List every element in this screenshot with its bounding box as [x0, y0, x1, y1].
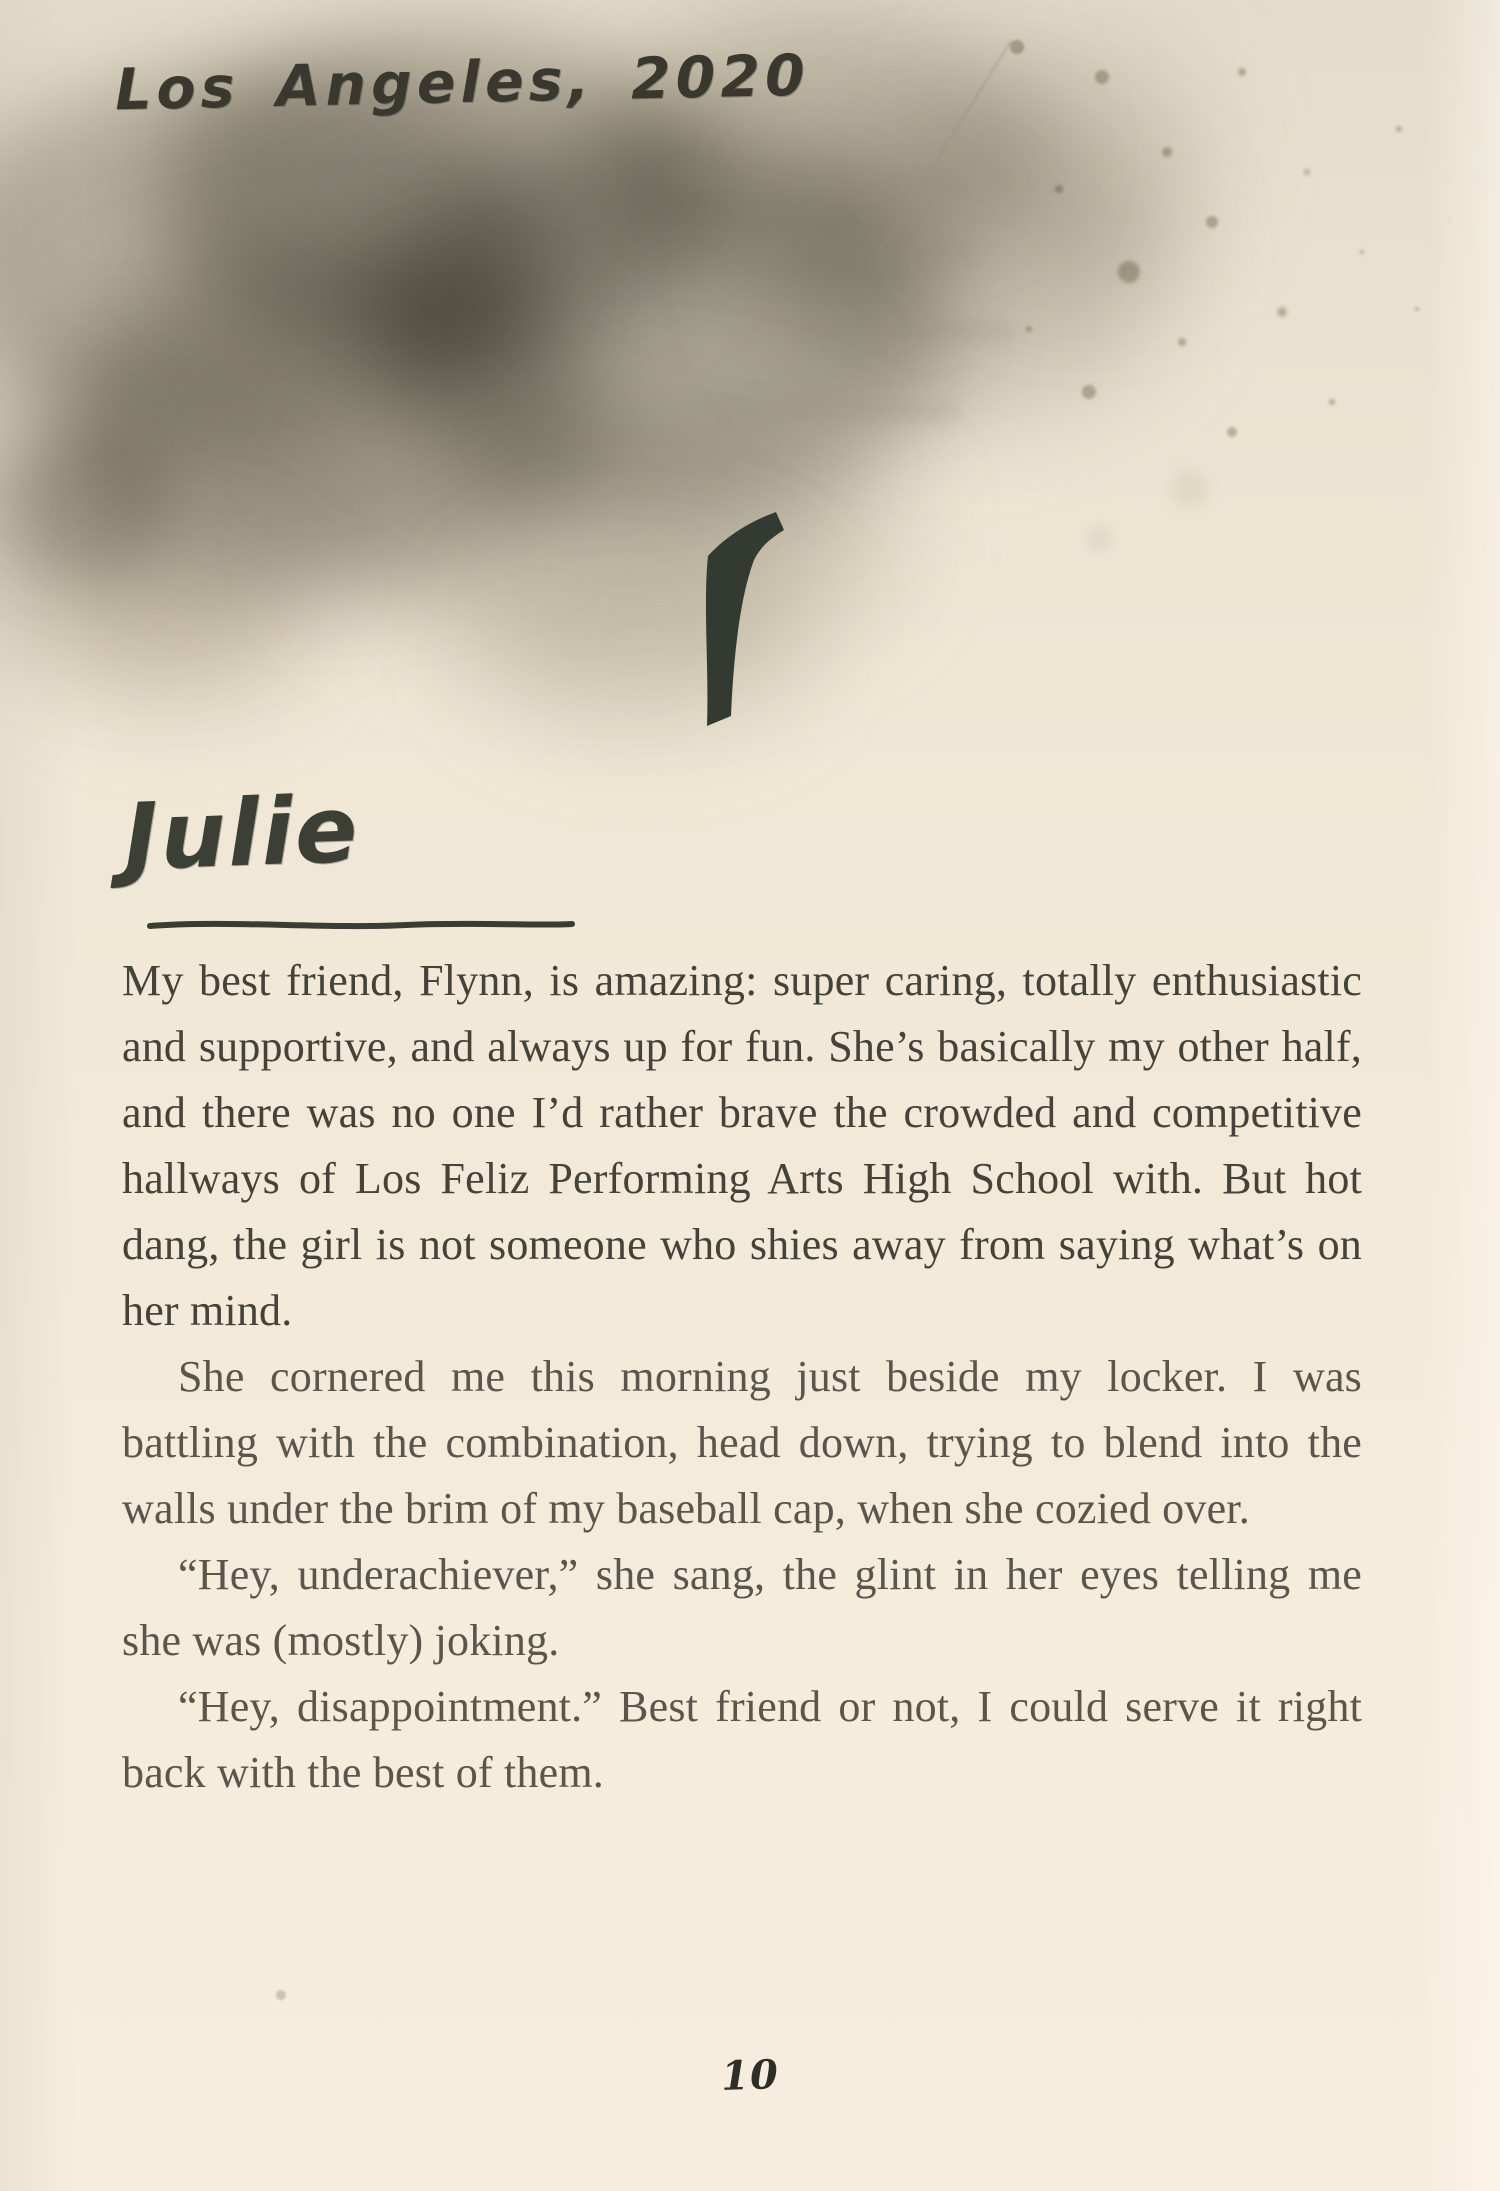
chapter-location-date: Los Angeles, 2020	[114, 42, 811, 124]
ink-spatter	[1010, 40, 1024, 54]
narrator-heading: Julie	[122, 775, 361, 892]
stray-dot	[276, 1990, 286, 2000]
paragraph: She cornered me this morning just beside my locker. I was battling with the combination, head down, trying to blend into the walls under the brim of my baseball cap, when she cozied over.	[122, 1352, 1362, 1533]
show-through-mark	[730, 236, 980, 264]
paragraph: “Hey, underachiever,” she sang, the glint in her eyes telling me she was (mostly) joking.	[122, 1550, 1362, 1665]
show-through-mark	[668, 163, 969, 197]
watercolor-blob	[370, 130, 950, 520]
watercolor-blob	[0, 370, 370, 640]
show-through-mark	[700, 395, 960, 424]
watercolor-blob	[30, 540, 310, 710]
watercolor-blob	[320, 410, 900, 660]
watercolor-blob	[950, 40, 1210, 280]
watercolor-blob	[770, 110, 1170, 410]
scratch-line	[878, 40, 1013, 254]
paragraph: “Hey, disappointment.” Best friend or not, I could serve it right back with the best of them.	[122, 1682, 1362, 1797]
paragraph: My best friend, Flynn, is amazing: super caring, totally enthusiastic and supportive, and always up for fun. She’s basically my other half, and there was no one I’d rather brave the crowded and competitive hallways of Los Feliz Performing Arts High School with. But hot dang, the girl is not someone who shies away from saying what’s on her mind.	[122, 956, 1362, 1335]
body-text	[122, 948, 1362, 1806]
brush-numeral-one	[690, 492, 794, 744]
watercolor-blob	[0, 70, 550, 450]
chapter-number-figure	[690, 492, 794, 744]
page-number: 10	[720, 2051, 780, 2100]
watercolor-blob	[60, 250, 600, 580]
watercolor-blob	[10, 430, 170, 580]
narrator-underline-stroke	[146, 916, 576, 936]
show-through-mark	[806, 314, 1017, 343]
